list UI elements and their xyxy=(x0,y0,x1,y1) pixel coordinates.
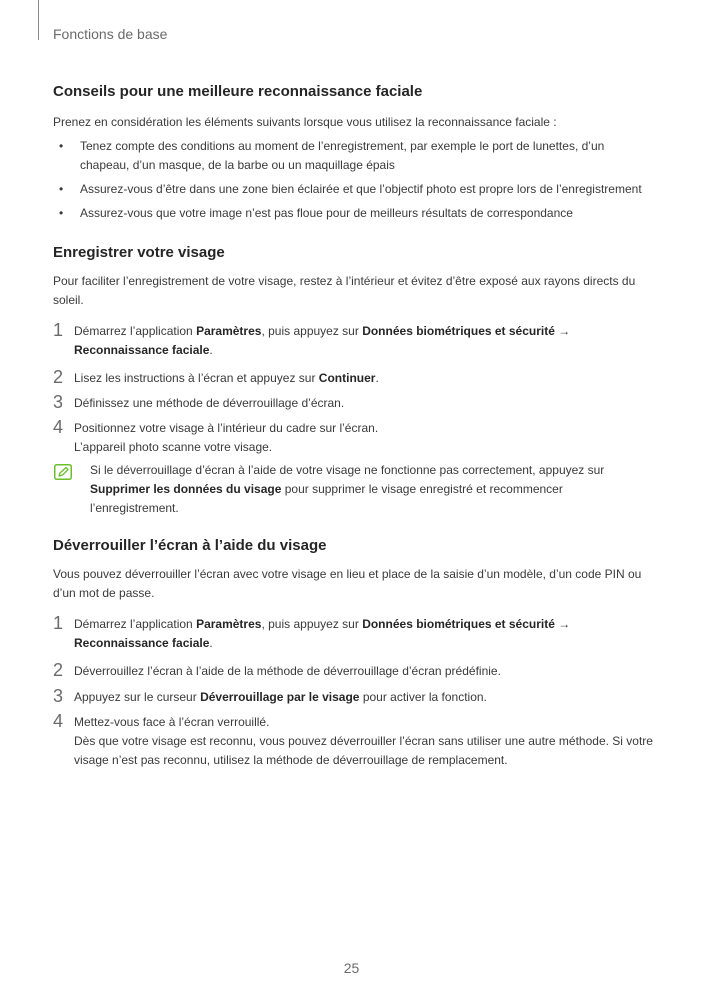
list-item: • Assurez-vous d’être dans une zone bien éclairée et que l’objectif photo est propre lors de l’enregistrement xyxy=(53,180,653,199)
step-number: 4 xyxy=(53,711,64,731)
register-step-3: 3 Définissez une méthode de déverrouillage d’écran. xyxy=(53,392,345,412)
unlock-step-4: 4 Mettez-vous face à l’écran verrouillé. Dès que votre visage est reconnu, vous pouvez déverrouiller l’écran sans utiliser une autre méthode. Si votre visage n’est pas reconnu, utilisez la méthode de déverrouillage de remplacement. xyxy=(53,711,653,767)
list-item: • Tenez compte des conditions au moment de l’enregistrement, par exemple le port de lunettes, d’un chapeau, d’un masque, de la barbe ou un maquillage épais xyxy=(59,139,605,172)
register-intro: Pour faciliter l’enregistrement de votre visage, restez à l’intérieur et évitez d’être exposé aux rayons directs du soleil. xyxy=(53,274,636,307)
register-step-1: 1 Démarrez l’application Paramètres, puis appuyez sur Données biométriques et sécurité → Reconnaissance faciale. xyxy=(53,320,571,357)
register-step-2: 2 Lisez les instructions à l’écran et appuyez sur Continuer. xyxy=(53,367,379,387)
step-number: 3 xyxy=(53,392,64,412)
bullet-icon: • xyxy=(59,182,64,196)
unlock-intro: Vous pouvez déverrouiller l’écran avec votre visage en lieu et place de la saisie d’un modèle, d’un code PIN ou d’un mot de passe. xyxy=(53,567,642,600)
register-step-4: 4 Positionnez votre visage à l’intérieur du cadre sur l’écran. L’appareil photo scanne votre visage. xyxy=(53,417,379,454)
page-content xyxy=(53,82,653,770)
step-number: 2 xyxy=(53,367,64,387)
header-rule xyxy=(38,0,39,40)
running-header: Fonctions de base xyxy=(53,26,168,42)
note-pencil-icon xyxy=(54,464,72,480)
list-item: • Assurez-vous que votre image n’est pas floue pour de meilleurs résultats de correspondance xyxy=(53,204,653,223)
unlock-step-3: 3 Appuyez sur le curseur Déverrouillage par le visage pour activer la fonction. xyxy=(53,686,487,706)
section-title-unlock: Déverrouiller l’écran à l’aide du visage xyxy=(53,537,327,554)
unlock-step-2: 2 Déverrouillez l’écran à l’aide de la méthode de déverrouillage d’écran prédéfinie. xyxy=(53,660,501,680)
step-number: 4 xyxy=(53,417,64,437)
section-title-tips: Conseils pour une meilleure reconnaissance faciale xyxy=(53,83,423,100)
tips-list xyxy=(53,137,653,223)
page-number: 25 xyxy=(343,960,360,976)
bullet-icon: • xyxy=(59,139,64,153)
tips-intro: Prenez en considération les éléments suivants lorsque vous utilisez la reconnaissance faciale : xyxy=(53,115,557,129)
step-number: 3 xyxy=(53,686,64,706)
note-box: Si le déverrouillage d’écran à l’aide de votre visage ne fonctionne pas correctement, appuyez sur Supprimer les données du visage pour supprimer le visage enregistré et recommencer l’enregistrement. xyxy=(53,461,653,518)
bullet-icon: • xyxy=(59,206,64,220)
step-number: 2 xyxy=(53,660,64,680)
unlock-step-1: 1 Démarrez l’application Paramètres, puis appuyez sur Données biométriques et sécurité → Reconnaissance faciale. xyxy=(53,613,571,650)
step-number: 1 xyxy=(53,613,64,633)
step-number: 1 xyxy=(53,320,64,340)
section-title-register: Enregistrer votre visage xyxy=(53,244,225,261)
